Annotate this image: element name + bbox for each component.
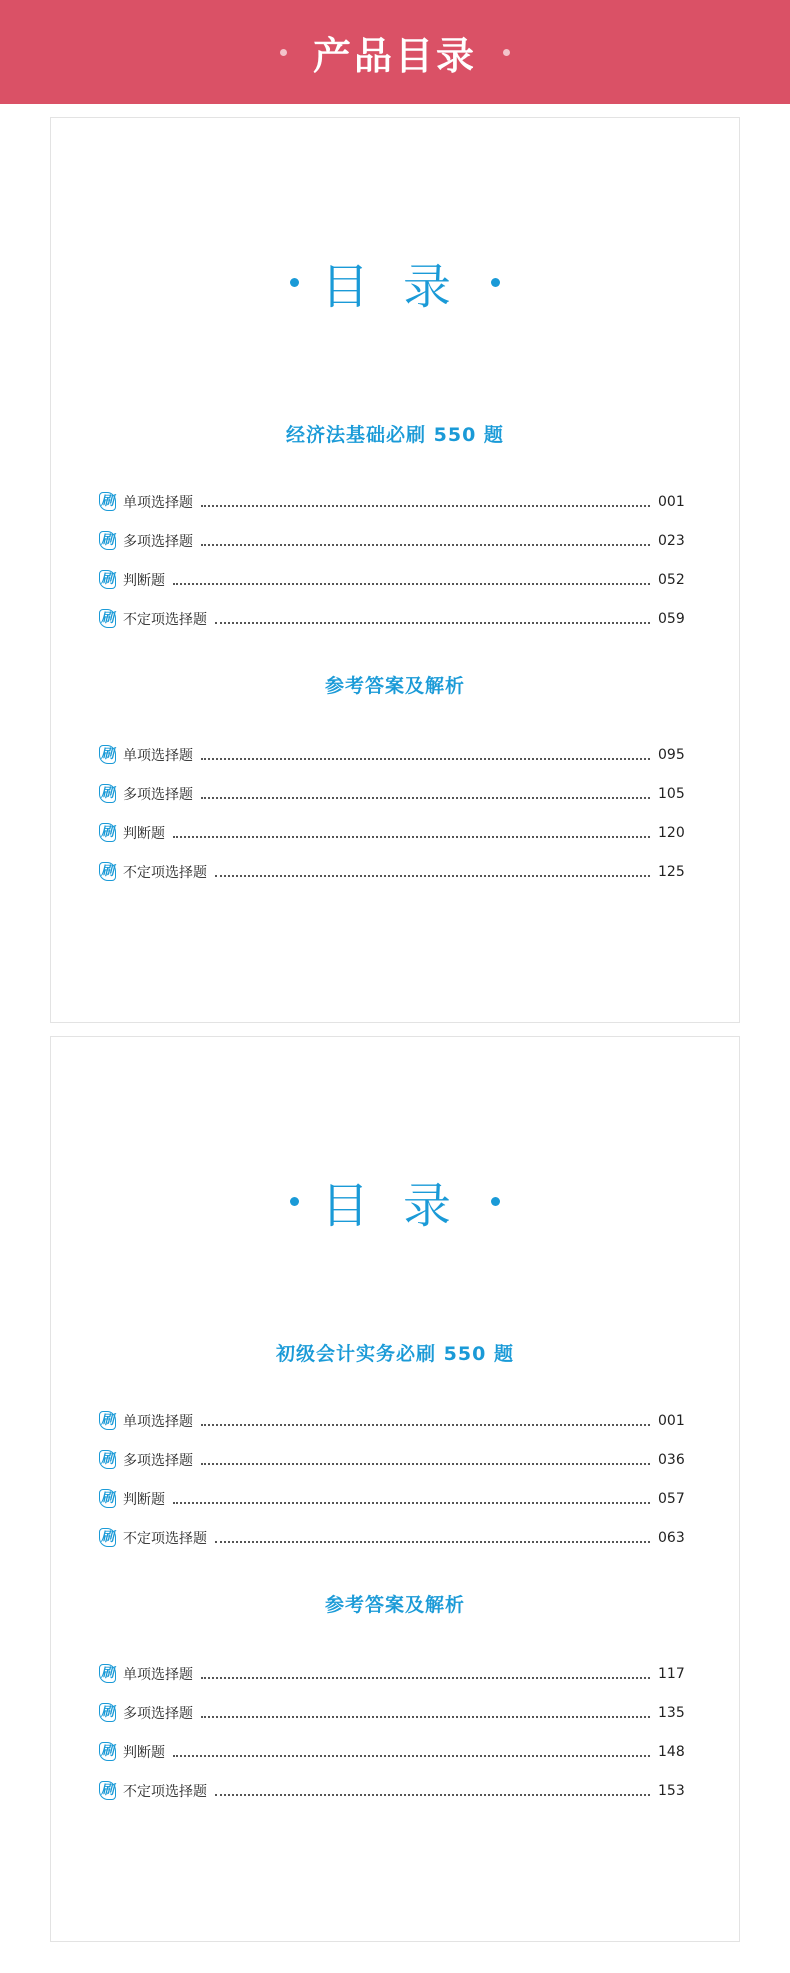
toc-row-page: 001: [658, 493, 685, 510]
toc-row-label: 判断题: [123, 1744, 165, 1761]
toc-row[interactable]: [99, 1518, 686, 1557]
dot-leader: [215, 622, 650, 624]
toc-row-page: 063: [658, 1529, 685, 1546]
toc-row-label: 单项选择题: [123, 1413, 193, 1430]
toc-row-page: 135: [658, 1704, 685, 1721]
dot-leader: [215, 875, 650, 877]
toc-heading-title: 目录: [320, 259, 485, 315]
brush-badge-icon: 刷: [100, 1783, 114, 1798]
brush-badge-icon: 刷: [100, 611, 114, 626]
toc-heading-dot-right: [491, 1197, 500, 1206]
brush-badge-icon: 刷: [100, 1666, 114, 1681]
dot-leader: [201, 1677, 650, 1679]
dot-leader: [215, 1541, 650, 1543]
toc-row-label: 单项选择题: [123, 1666, 193, 1683]
toc-row-page: 023: [658, 532, 685, 549]
brush-badge-icon: 刷: [100, 786, 114, 801]
brush-badge-icon: 刷: [100, 1413, 114, 1428]
toc-row-label: 单项选择题: [123, 494, 193, 511]
toc-row-page: 120: [658, 824, 685, 841]
toc-row-label: 判断题: [123, 572, 165, 589]
dot-leader: [201, 758, 650, 760]
toc-row-label: 判断题: [123, 825, 165, 842]
toc-row-label: 多项选择题: [123, 786, 193, 803]
chapter-list: [99, 482, 686, 638]
toc-heading-title: 目录: [320, 1178, 485, 1234]
dot-leader: [201, 1463, 650, 1465]
toc-heading: [51, 248, 739, 317]
answers-title: 参考答案及解析: [324, 675, 465, 697]
toc-row[interactable]: [99, 599, 686, 638]
dot-leader: [173, 1502, 650, 1504]
toc-row[interactable]: [99, 774, 686, 813]
toc-row[interactable]: [99, 1401, 686, 1440]
dot-leader: [201, 544, 650, 546]
toc-row-label: 多项选择题: [123, 1705, 193, 1722]
toc-row-label: 不定项选择题: [123, 1783, 207, 1800]
toc-row[interactable]: [99, 1440, 686, 1479]
brush-badge-icon: 刷: [100, 1744, 114, 1759]
toc-row-label: 单项选择题: [123, 747, 193, 764]
toc-row-label: 不定项选择题: [123, 864, 207, 881]
book-title: 经济法基础必刷 550 题: [286, 424, 504, 446]
toc-row-page: 095: [658, 746, 685, 763]
brush-badge-icon: 刷: [100, 1530, 114, 1545]
toc-row[interactable]: [99, 1771, 686, 1810]
toc-row-label: 多项选择题: [123, 1452, 193, 1469]
brush-badge-icon: 刷: [100, 533, 114, 548]
toc-row-page: 052: [658, 571, 685, 588]
brush-badge-icon: 刷: [100, 747, 114, 762]
toc-row[interactable]: [99, 735, 686, 774]
dot-leader: [201, 797, 650, 799]
toc-row-page: 059: [658, 610, 685, 627]
toc-row-page: 153: [658, 1782, 685, 1799]
toc-heading-dot-left: [290, 278, 299, 287]
answers-title: 参考答案及解析: [324, 1594, 465, 1616]
toc-row-page: 105: [658, 785, 685, 802]
toc-row-page: 148: [658, 1743, 685, 1760]
toc-row[interactable]: [99, 852, 686, 891]
toc-row[interactable]: [99, 521, 686, 560]
banner-dot-right: [503, 49, 510, 56]
toc-heading-dot-left: [290, 1197, 299, 1206]
toc-row[interactable]: [99, 1479, 686, 1518]
toc-row-page: 036: [658, 1451, 685, 1468]
dot-leader: [201, 505, 650, 507]
toc-row[interactable]: [99, 1654, 686, 1693]
dot-leader: [173, 1755, 650, 1757]
toc-row-page: 117: [658, 1665, 685, 1682]
brush-badge-icon: 刷: [100, 494, 114, 509]
book-title: 初级会计实务必刷 550 题: [276, 1343, 514, 1365]
toc-heading-dot-right: [491, 278, 500, 287]
toc-row-label: 多项选择题: [123, 533, 193, 550]
answers-list: [99, 735, 686, 891]
dot-leader: [201, 1716, 650, 1718]
chapter-list: [99, 1401, 686, 1557]
toc-row-label: 不定项选择题: [123, 1530, 207, 1547]
toc-page-1: [50, 117, 740, 1023]
toc-row-page: 125: [658, 863, 685, 880]
toc-row[interactable]: [99, 1693, 686, 1732]
toc-row[interactable]: [99, 560, 686, 599]
banner-title: 产品目录: [312, 33, 477, 78]
banner-dot-left: [280, 49, 287, 56]
brush-badge-icon: 刷: [100, 825, 114, 840]
dot-leader: [215, 1794, 650, 1796]
toc-row-label: 判断题: [123, 1491, 165, 1508]
brush-badge-icon: 刷: [100, 1452, 114, 1467]
dot-leader: [201, 1424, 650, 1426]
toc-row-page: 001: [658, 1412, 685, 1429]
brush-badge-icon: 刷: [100, 864, 114, 879]
brush-badge-icon: 刷: [100, 1705, 114, 1720]
toc-row-page: 057: [658, 1490, 685, 1507]
answers-list: [99, 1654, 686, 1810]
header-banner: [0, 0, 790, 104]
brush-badge-icon: 刷: [100, 572, 114, 587]
toc-row[interactable]: [99, 482, 686, 521]
toc-row[interactable]: [99, 1732, 686, 1771]
toc-heading: [51, 1167, 739, 1236]
dot-leader: [173, 583, 650, 585]
brush-badge-icon: 刷: [100, 1491, 114, 1506]
toc-row[interactable]: [99, 813, 686, 852]
toc-row-label: 不定项选择题: [123, 611, 207, 628]
dot-leader: [173, 836, 650, 838]
toc-page-2: [50, 1036, 740, 1942]
